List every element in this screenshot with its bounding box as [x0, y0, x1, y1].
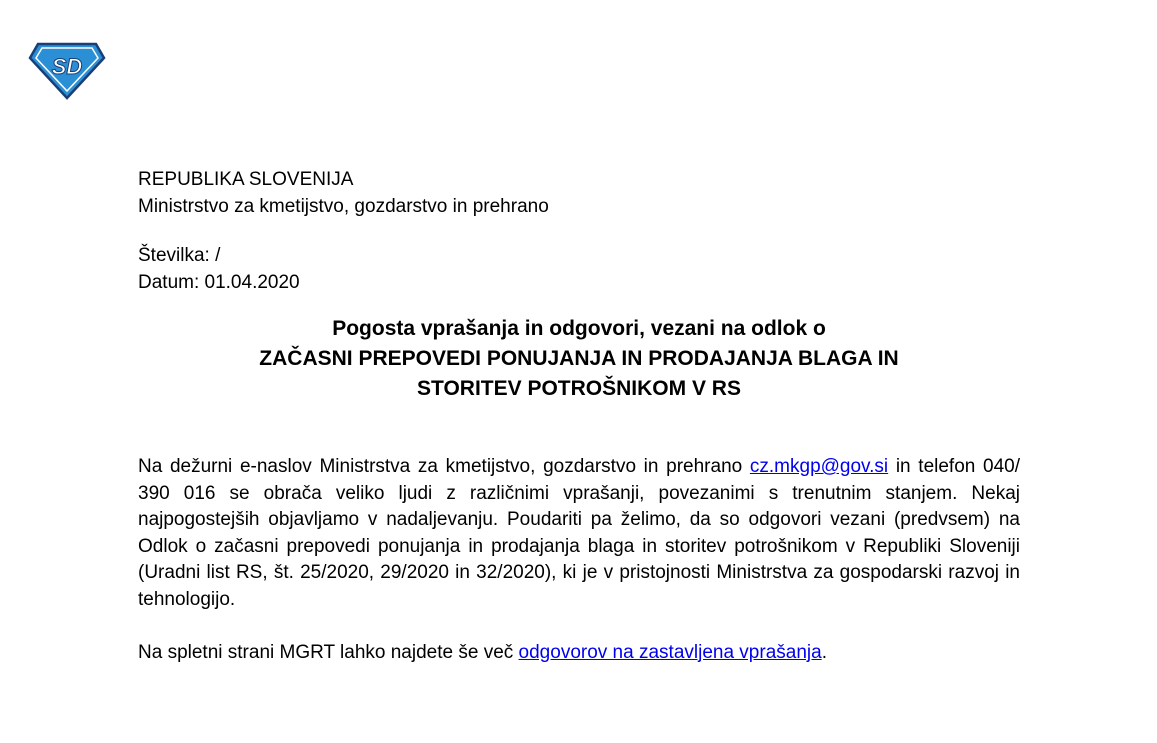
- diamond-logo-graphic: [28, 38, 106, 100]
- title-line-3: STORITEV POTROŠNIKOM V RS: [417, 377, 741, 400]
- document-date: Datum: 01.04.2020: [138, 272, 300, 293]
- document-title: [138, 314, 1020, 404]
- more-suffix: .: [821, 641, 827, 663]
- logo-text: SD: [51, 54, 83, 79]
- intro-text-1: Na dežurni e-naslov Ministrstva za kmetijstvo, gozdarstvo in prehrano: [138, 456, 750, 477]
- document-body: [138, 166, 1020, 685]
- sd-logo-icon: [28, 38, 106, 100]
- email-link[interactable]: cz.mkgp@gov.si: [749, 456, 889, 477]
- more-prefix: Na spletni strani MGRT lahko najdete še več: [138, 641, 519, 663]
- intro-paragraph: [138, 454, 1020, 614]
- faq-link[interactable]: odgovorov na zastavljena vprašanja: [518, 641, 822, 663]
- more-info-paragraph: [138, 639, 1020, 666]
- title-line-2: ZAČASNI PREPOVEDI PONUJANJA IN PRODAJANJA BLAGA IN: [259, 347, 899, 370]
- header-ministry: Ministrstvo za kmetijstvo, gozdarstvo in prehrano: [138, 196, 549, 217]
- intro-text-2: in telefon 040/ 390 016 se obrača veliko ljudi z različnimi vprašanji, povezanimi s trenutnim stanjem. Nekaj najpogostejših objavljamo v nadaljevanju. Poudariti pa želimo, da so odgovori vezani (predvsem) na Odlok o začasni prepovedi ponujanja in prodajanja blaga in storitev potrošnikom v Republiki Sloveniji (Uradni list RS, št. 25/2020, 29/2020 in 32/2020), ki je v pristojnosti Ministrstva za gospodarski razvoj in tehnologijo.: [138, 456, 1020, 610]
- header-country: REPUBLIKA SLOVENIJA: [138, 169, 354, 190]
- document-number: Številka: /: [138, 245, 221, 266]
- title-line-1: Pogosta vprašanja in odgovori, vezani na odlok o: [332, 317, 826, 340]
